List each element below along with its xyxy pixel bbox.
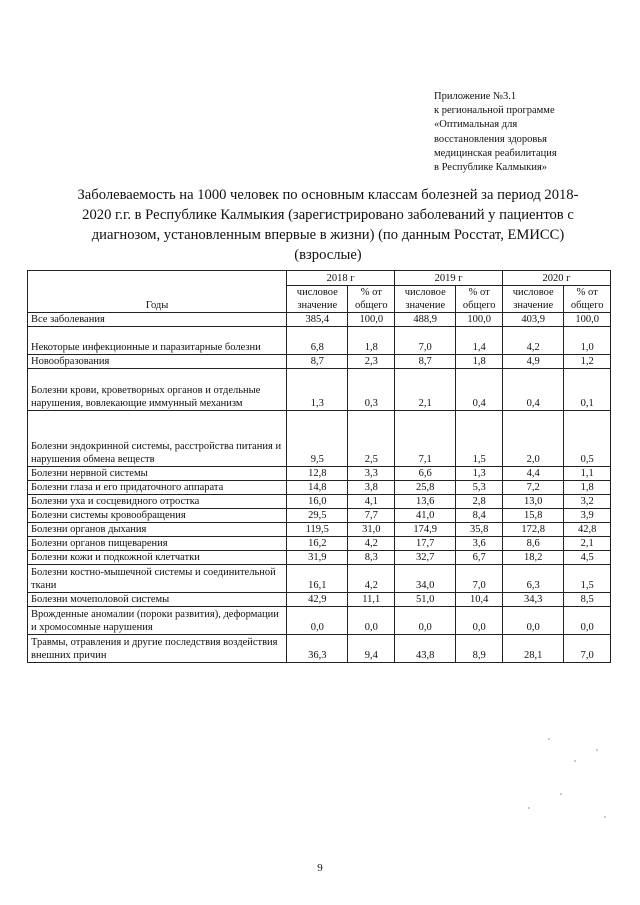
percent-cell: 0,3 <box>348 369 395 411</box>
percent-cell: 100,0 <box>456 313 503 327</box>
document-title <box>48 185 608 265</box>
disease-class-cell: Врожденные аномалии (пороки развития), деформации и хромосомные нарушения <box>28 607 287 635</box>
annex-line: «Оптимальная для <box>434 119 518 131</box>
percent-subheader: % от общего <box>456 286 503 313</box>
table-row <box>28 593 611 607</box>
annex-line: Приложение №3.1 <box>434 91 517 102</box>
percent-cell: 1,2 <box>564 355 611 369</box>
value-cell: 14,8 <box>287 481 348 495</box>
value-cell: 6,6 <box>395 467 456 481</box>
value-cell: 4,9 <box>503 355 564 369</box>
table-row <box>28 537 611 551</box>
percent-cell: 7,7 <box>348 509 395 523</box>
percent-cell: 35,8 <box>456 523 503 537</box>
scan-speck <box>560 793 562 795</box>
percent-subheader: % от общего <box>564 286 611 313</box>
percent-cell: 0,0 <box>564 607 611 635</box>
value-cell: 0,0 <box>395 607 456 635</box>
disease-class-cell: Болезни органов дыхания <box>28 523 287 537</box>
percent-cell: 6,7 <box>456 551 503 565</box>
value-cell: 31,9 <box>287 551 348 565</box>
year-header: 2018 г <box>287 271 395 286</box>
percent-cell: 5,3 <box>456 481 503 495</box>
value-cell: 42,9 <box>287 593 348 607</box>
value-cell: 13,0 <box>503 495 564 509</box>
value-cell: 15,8 <box>503 509 564 523</box>
percent-cell: 3,9 <box>564 509 611 523</box>
percent-cell: 1,8 <box>564 481 611 495</box>
table-row <box>28 509 611 523</box>
disease-class-cell: Все заболевания <box>28 313 287 327</box>
table-row <box>28 481 611 495</box>
table-row <box>28 495 611 509</box>
title-line: диагнозом, установленным впервые в жизни) (по данным Росстат, ЕМИСС) <box>91 227 565 243</box>
value-cell: 0,0 <box>503 607 564 635</box>
percent-cell: 8,3 <box>348 551 395 565</box>
percent-cell: 4,2 <box>348 537 395 551</box>
disease-class-cell: Болезни уха и сосцевидного отростка <box>28 495 287 509</box>
value-cell: 403,9 <box>503 313 564 327</box>
disease-class-cell: Болезни глаза и его придаточного аппарата <box>28 481 287 495</box>
annex-line: восстановления здоровья <box>434 133 548 145</box>
percent-cell: 0,5 <box>564 411 611 467</box>
percent-cell: 11,1 <box>348 593 395 607</box>
table-row <box>28 607 611 635</box>
table-row <box>28 635 611 663</box>
value-cell: 0,4 <box>503 369 564 411</box>
percent-cell: 1,3 <box>456 467 503 481</box>
percent-cell: 1,5 <box>456 411 503 467</box>
percent-cell: 2,8 <box>456 495 503 509</box>
percent-cell: 4,5 <box>564 551 611 565</box>
value-cell: 385,4 <box>287 313 348 327</box>
disease-class-cell: Травмы, отравления и другие последствия воздействия внешних причин <box>28 635 287 663</box>
percent-cell: 0,0 <box>456 607 503 635</box>
value-cell: 25,8 <box>395 481 456 495</box>
table-row <box>28 467 611 481</box>
disease-class-cell: Новообразования <box>28 355 287 369</box>
percent-cell: 4,1 <box>348 495 395 509</box>
value-cell: 6,3 <box>503 565 564 593</box>
percent-cell: 1,0 <box>564 327 611 355</box>
value-cell: 34,0 <box>395 565 456 593</box>
value-cell: 488,9 <box>395 313 456 327</box>
value-subheader: числовое значение <box>395 286 456 313</box>
value-cell: 172,8 <box>503 523 564 537</box>
scan-speck <box>604 816 606 818</box>
percent-cell: 1,5 <box>564 565 611 593</box>
value-cell: 12,8 <box>287 467 348 481</box>
scan-speck <box>528 807 530 809</box>
value-cell: 28,1 <box>503 635 564 663</box>
percent-cell: 3,6 <box>456 537 503 551</box>
value-cell: 1,3 <box>287 369 348 411</box>
percent-cell: 3,2 <box>564 495 611 509</box>
morbidity-table <box>27 270 611 663</box>
percent-cell: 7,0 <box>456 565 503 593</box>
disease-class-cell: Болезни костно-мышечной системы и соединительной ткани <box>28 565 287 593</box>
percent-cell: 42,8 <box>564 523 611 537</box>
disease-class-cell: Болезни системы кровообращения <box>28 509 287 523</box>
percent-cell: 8,9 <box>456 635 503 663</box>
table-row <box>28 565 611 593</box>
scan-speck <box>574 760 576 762</box>
year-header: 2019 г <box>395 271 503 286</box>
value-cell: 9,5 <box>287 411 348 467</box>
percent-cell: 100,0 <box>564 313 611 327</box>
value-cell: 7,2 <box>503 481 564 495</box>
table-body <box>28 313 611 663</box>
disease-class-cell: Болезни эндокринной системы, расстройства питания и нарушения обмена веществ <box>28 411 287 467</box>
years-header: Годы <box>28 271 287 313</box>
value-cell: 29,5 <box>287 509 348 523</box>
value-cell: 17,7 <box>395 537 456 551</box>
value-cell: 16,0 <box>287 495 348 509</box>
disease-class-cell: Болезни мочеполовой системы <box>28 593 287 607</box>
table-row <box>28 411 611 467</box>
disease-class-cell: Болезни кожи и подкожной клетчатки <box>28 551 287 565</box>
percent-cell: 9,4 <box>348 635 395 663</box>
percent-cell: 2,3 <box>348 355 395 369</box>
percent-cell: 3,3 <box>348 467 395 481</box>
percent-cell: 100,0 <box>348 313 395 327</box>
value-cell: 51,0 <box>395 593 456 607</box>
value-subheader: числовое значение <box>287 286 348 313</box>
percent-cell: 0,4 <box>456 369 503 411</box>
value-cell: 119,5 <box>287 523 348 537</box>
table-row <box>28 523 611 537</box>
value-cell: 4,4 <box>503 467 564 481</box>
value-cell: 0,0 <box>287 607 348 635</box>
value-cell: 174,9 <box>395 523 456 537</box>
year-header: 2020 г <box>503 271 611 286</box>
annex-line: медицинская реабилитация <box>434 147 557 159</box>
disease-class-cell: Болезни крови, кроветворных органов и отдельные нарушения, вовлекающие иммунный механизм <box>28 369 287 411</box>
value-cell: 16,2 <box>287 537 348 551</box>
value-cell: 18,2 <box>503 551 564 565</box>
percent-cell: 8,5 <box>564 593 611 607</box>
value-cell: 7,1 <box>395 411 456 467</box>
scan-speck <box>548 738 550 740</box>
value-cell: 2,1 <box>395 369 456 411</box>
value-cell: 32,7 <box>395 551 456 565</box>
annex-note <box>434 90 624 175</box>
scan-speck <box>596 749 598 751</box>
percent-cell: 7,0 <box>564 635 611 663</box>
annex-line: к региональной программе <box>434 105 555 117</box>
value-cell: 16,1 <box>287 565 348 593</box>
value-cell: 8,6 <box>503 537 564 551</box>
percent-cell: 10,4 <box>456 593 503 607</box>
value-cell: 6,8 <box>287 327 348 355</box>
percent-subheader: % от общего <box>348 286 395 313</box>
percent-cell: 4,2 <box>348 565 395 593</box>
value-cell: 8,7 <box>287 355 348 369</box>
disease-class-cell: Болезни органов пищеварения <box>28 537 287 551</box>
percent-cell: 0,0 <box>348 607 395 635</box>
table-row <box>28 355 611 369</box>
value-cell: 8,7 <box>395 355 456 369</box>
percent-cell: 2,1 <box>564 537 611 551</box>
percent-cell: 1,1 <box>564 467 611 481</box>
disease-class-cell: Некоторые инфекционные и паразитарные болезни <box>28 327 287 355</box>
table-row <box>28 551 611 565</box>
annex-line: в Республике Калмыкия» <box>434 162 548 174</box>
percent-cell: 3,8 <box>348 481 395 495</box>
table-row <box>28 313 611 327</box>
value-cell: 2,0 <box>503 411 564 467</box>
table-row <box>28 327 611 355</box>
value-cell: 13,6 <box>395 495 456 509</box>
value-cell: 41,0 <box>395 509 456 523</box>
page-number: 9 <box>317 862 323 874</box>
percent-cell: 8,4 <box>456 509 503 523</box>
title-line: 2020 г.г. в Республике Калмыкия (зарегистрировано заболеваний у пациентов с <box>82 207 574 223</box>
percent-cell: 1,8 <box>456 355 503 369</box>
percent-cell: 2,5 <box>348 411 395 467</box>
percent-cell: 31,0 <box>348 523 395 537</box>
title-line: (взрослые) <box>294 247 362 263</box>
table-row <box>28 369 611 411</box>
title-line: Заболеваемость на 1000 человек по основным классам болезней за период 2018- <box>77 187 579 203</box>
value-cell: 36,3 <box>287 635 348 663</box>
value-cell: 34,3 <box>503 593 564 607</box>
disease-class-cell: Болезни нервной системы <box>28 467 287 481</box>
value-cell: 43,8 <box>395 635 456 663</box>
percent-cell: 1,4 <box>456 327 503 355</box>
percent-cell: 1,8 <box>348 327 395 355</box>
value-cell: 4,2 <box>503 327 564 355</box>
value-cell: 7,0 <box>395 327 456 355</box>
percent-cell: 0,1 <box>564 369 611 411</box>
value-subheader: числовое значение <box>503 286 564 313</box>
